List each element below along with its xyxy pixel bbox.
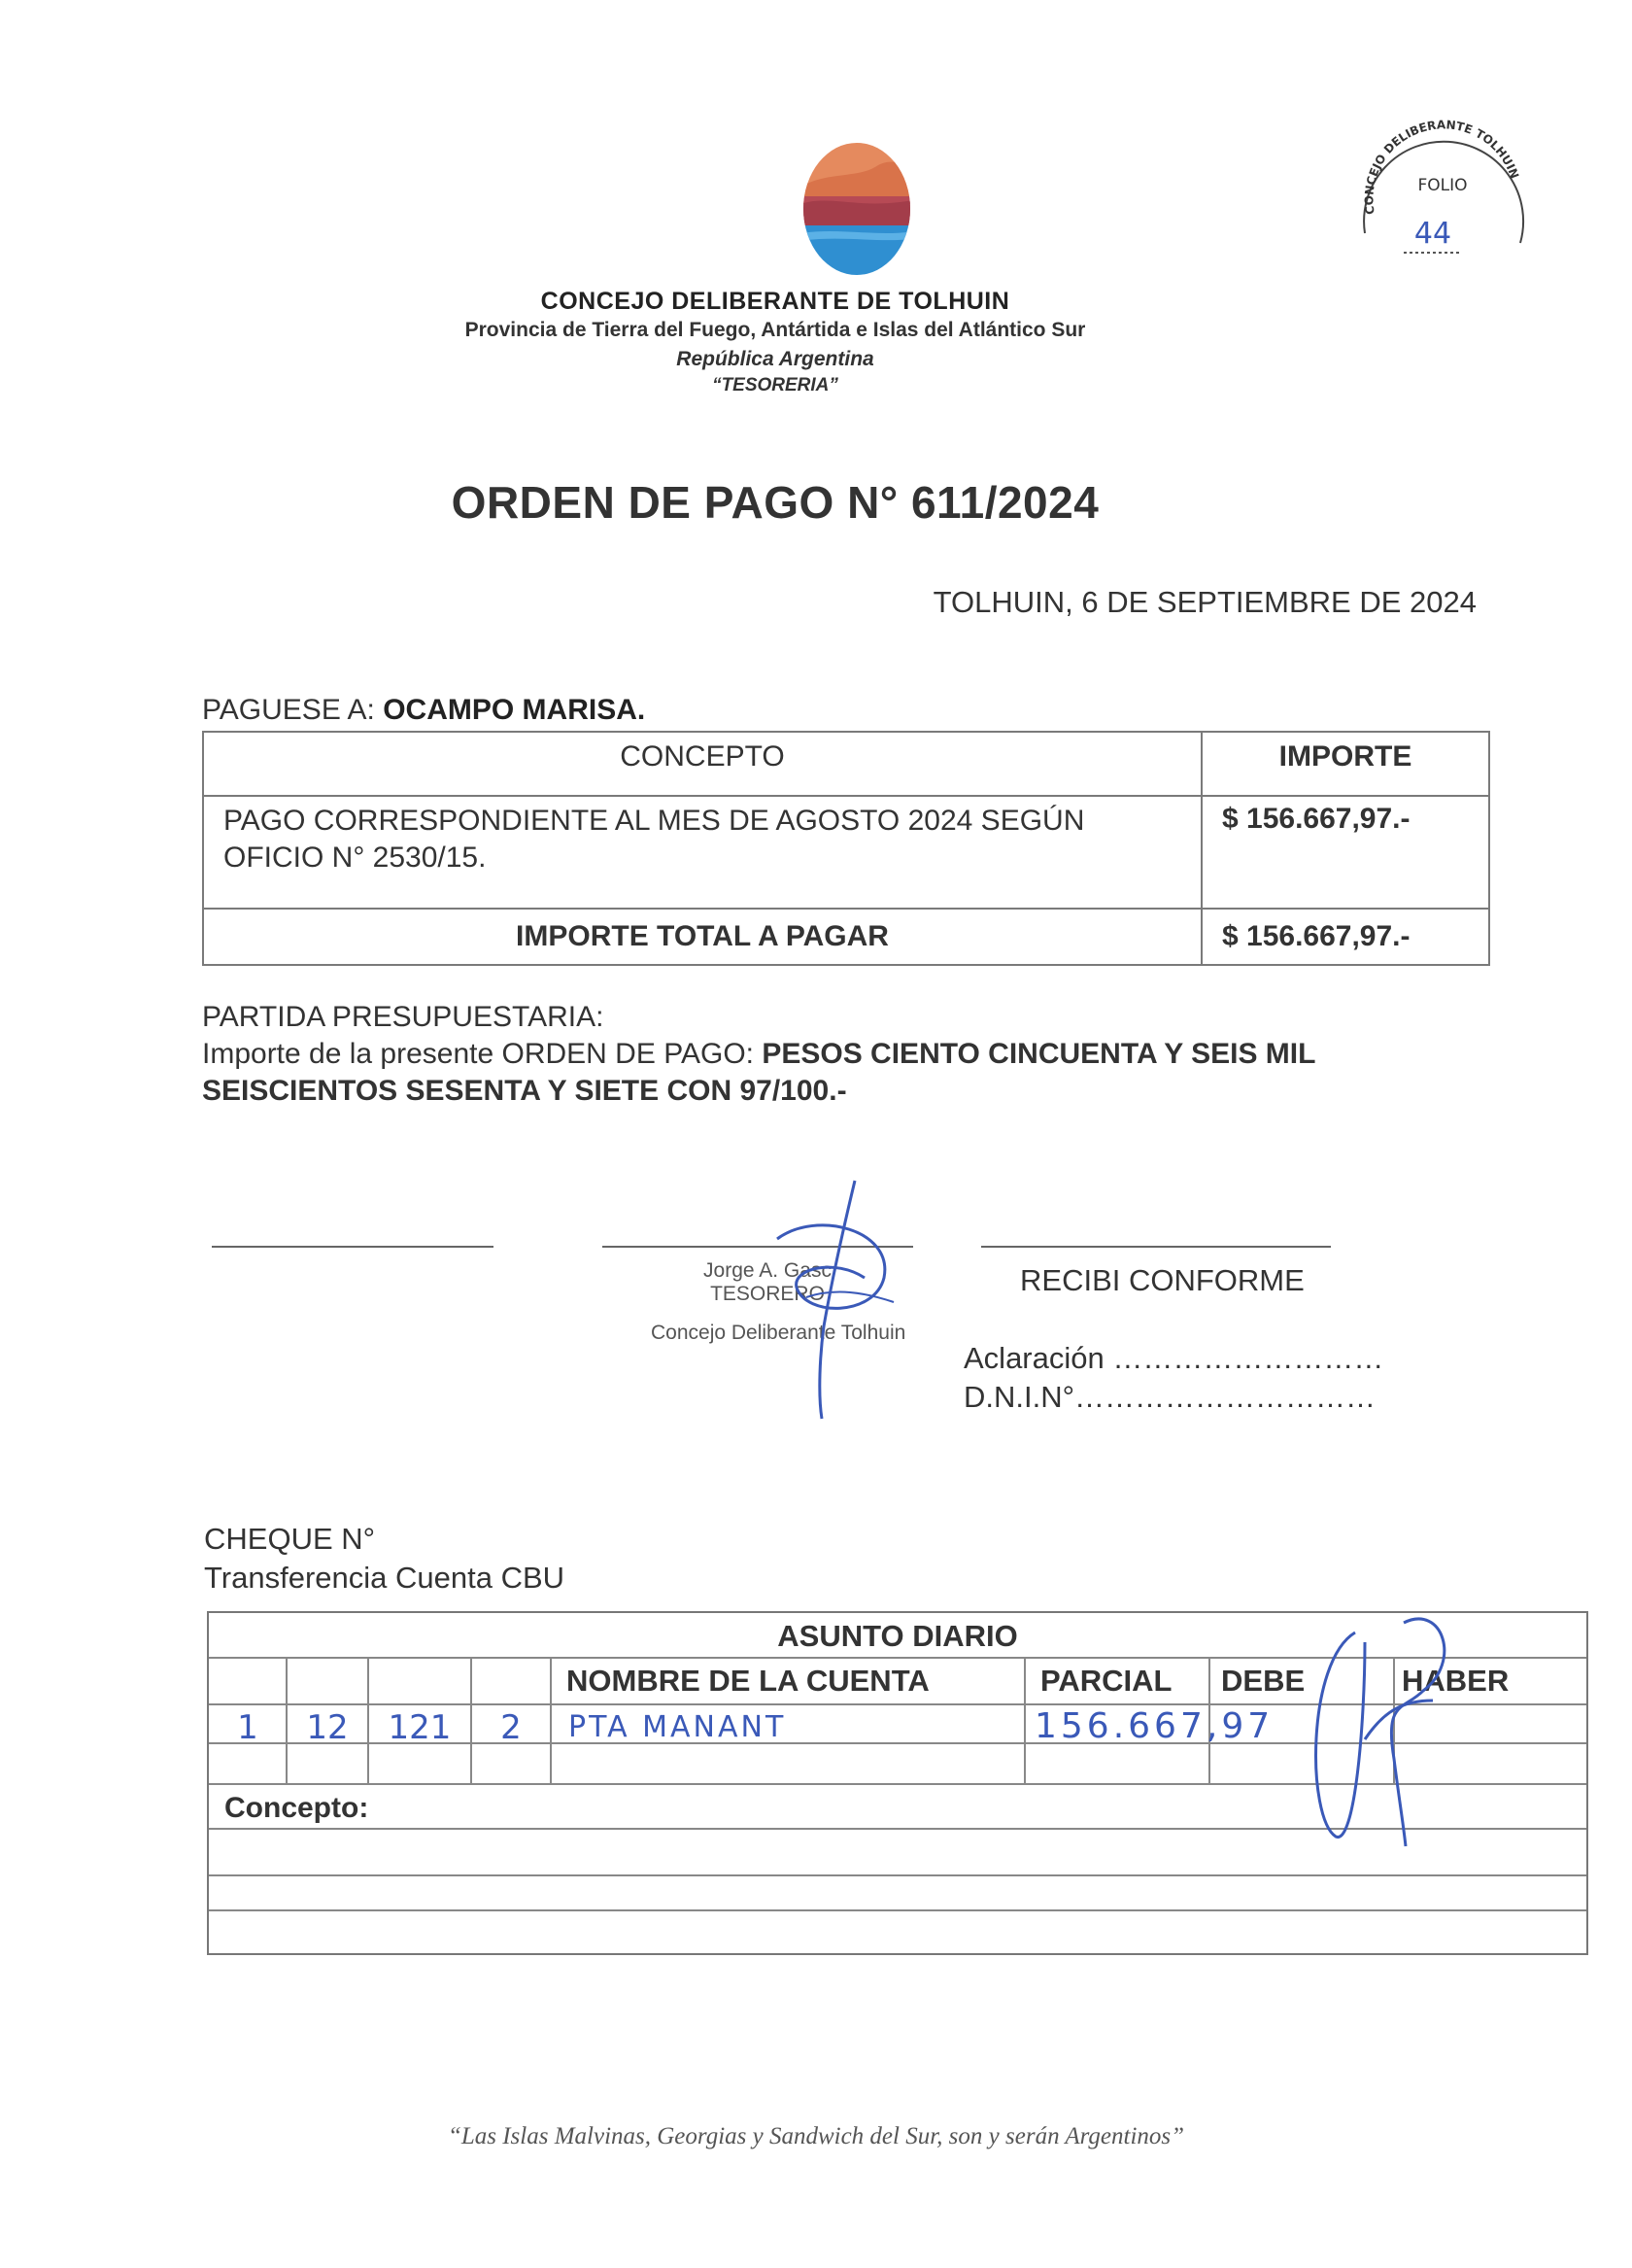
- ledger-title: ASUNTO DIARIO: [777, 1619, 1018, 1653]
- footer-motto: “Las Islas Malvinas, Georgias y Sandwich del Sur, son y serán Argentinos”: [447, 2123, 1185, 2149]
- page-title: ORDEN DE PAGO N° 611/2024: [451, 477, 1100, 528]
- payee-name: OCAMPO MARISA.: [383, 694, 646, 726]
- ledger-col-credit: HABER: [1402, 1664, 1510, 1698]
- ledger-concept-label: Concepto:: [224, 1792, 369, 1824]
- receipt-title: RECIBI CONFORME: [1020, 1263, 1305, 1297]
- council-logo: [800, 136, 913, 278]
- payee: [202, 694, 645, 727]
- org-name: CONCEJO DELIBERANTE DE TOLHUIN: [540, 288, 1010, 315]
- stamp-number: 44: [1413, 217, 1452, 251]
- total-amount: $ 156.667,97.-: [1202, 909, 1489, 965]
- cheque-number: CHEQUE N°: [204, 1522, 376, 1556]
- treasurer-signature: [738, 1171, 913, 1424]
- ledger-code: 121: [388, 1708, 452, 1747]
- transfer-cbu: Transferencia Cuenta CBU: [204, 1561, 565, 1595]
- org-province: Provincia de Tierra del Fuego, Antártida e Islas del Atlántico Sur: [464, 319, 1086, 341]
- date: TOLHUIN, 6 DE SEPTIEMBRE DE 2024: [933, 585, 1477, 619]
- total-label: IMPORTE TOTAL A PAGAR: [203, 909, 1202, 965]
- budget-amount-line: [202, 1038, 1315, 1071]
- budget-amount-prefix: Importe de la presente ORDEN DE PAGO:: [202, 1038, 754, 1070]
- ledger-code: 1: [237, 1708, 258, 1747]
- ledger-initials: [1297, 1603, 1472, 1856]
- treasurer-role: TESORERO: [710, 1283, 825, 1305]
- ledger-col-account: NOMBRE DE LA CUENTA: [566, 1664, 930, 1698]
- treasurer-entity: Concejo Deliberante Tolhuin: [651, 1322, 906, 1344]
- receipt-clarification: Aclaración ………………………: [964, 1341, 1384, 1375]
- row-amount: $ 156.667,97.-: [1202, 796, 1489, 909]
- header-concept: CONCEPTO: [203, 732, 1202, 796]
- signature-line-left: [212, 1246, 493, 1248]
- header-amount: IMPORTE: [1202, 732, 1489, 796]
- ledger-box: [207, 1611, 1588, 1955]
- ledger-col-partial: PARCIAL: [1040, 1664, 1173, 1698]
- ledger-code: 12: [306, 1708, 349, 1747]
- budget-amount-words-2: SEISCIENTOS SESENTA Y SIETE CON 97/100.-: [202, 1075, 847, 1107]
- receipt-dni: D.N.I.N°…………………………: [964, 1380, 1377, 1414]
- ledger-code: 2: [500, 1708, 522, 1747]
- treasurer-name: Jorge A. Gasc: [703, 1259, 832, 1282]
- stamp-ring-text: CONCEJO DELIBERANTE TOLHUIN: [1362, 118, 1522, 216]
- ledger-col-debit: DEBE: [1221, 1664, 1306, 1698]
- org-country: República Argentina: [676, 348, 874, 370]
- budget-amount-words-1: PESOS CIENTO CINCUENTA Y SEIS MIL: [762, 1038, 1316, 1070]
- budget-label: PARTIDA PRESUPUESTARIA:: [202, 1001, 604, 1033]
- ledger-partial-handwritten: 156.667,97: [1035, 1706, 1275, 1746]
- ledger-account-handwritten: PTA MANANT: [568, 1710, 787, 1744]
- signature-line-receipt: [981, 1246, 1331, 1248]
- folio-stamp: [1345, 97, 1540, 311]
- payee-label: PAGUESE A:: [202, 694, 375, 726]
- payment-table: [202, 731, 1490, 966]
- org-department: “TESORERIA”: [712, 375, 838, 395]
- stamp-label: FOLIO: [1417, 176, 1468, 195]
- row-concept: PAGO CORRESPONDIENTE AL MES DE AGOSTO 2024 SEGÚN OFICIO N° 2530/15.: [203, 796, 1202, 909]
